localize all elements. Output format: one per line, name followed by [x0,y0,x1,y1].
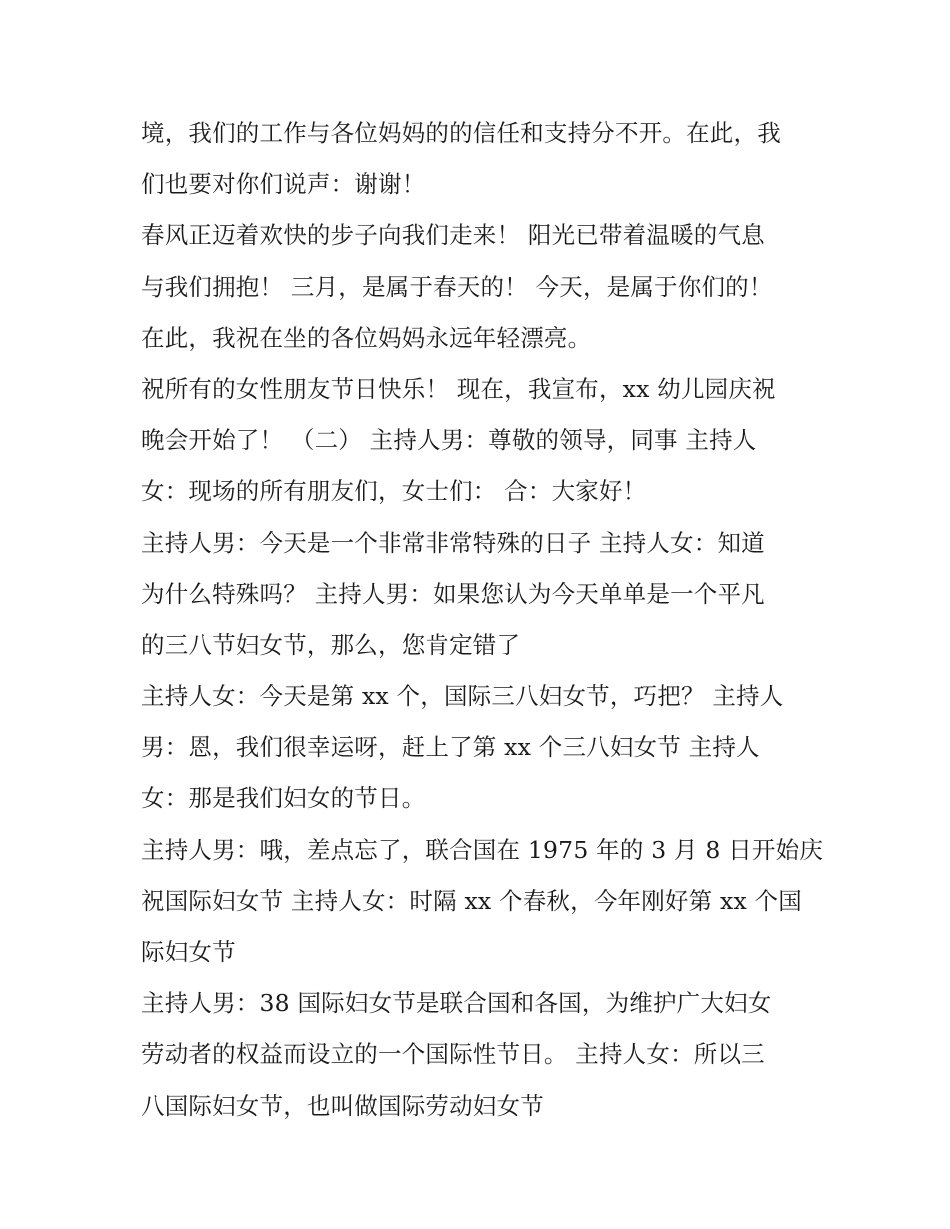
text-line: 劳动者的权益而设立的一个国际性节日。 主持人女：所以三 [141,1040,765,1069]
text-line: 祝国际妇女节 主持人女：时隔 xx 个春秋，今年刚好第 xx 个国 [141,886,802,915]
text-line: 八国际妇女节，也叫做国际劳动妇女节 [141,1091,544,1120]
text-line: 晚会开始了！ （二） 主持人男：尊敬的领导，同事 主持人 [141,426,757,455]
text-line: 们也要对你们说声：谢谢！ [141,170,426,199]
text-line: 与我们拥抱！ 三月，是属于春天的！ 今天，是属于你们的！ [141,272,773,301]
text-line: 祝所有的女性朋友节日快乐！ 现在，我宣布，xx 幼儿园庆祝 [141,374,776,403]
text-line: 主持人男：哦，差点忘了，联合国在 1975 年的 3 月 8 日开始庆 [141,835,824,864]
text-line: 女：那是我们妇女的节日。 [141,784,426,813]
text-line: 主持人男：38 国际妇女节是联合国和各国，为维护广大妇女 [141,989,772,1018]
text-line: 主持人男：今天是一个非常非常特殊的日子 主持人女：知道 [141,528,765,557]
text-line: 为什么特殊吗？ 主持人男：如果您认为今天单单是一个平凡 [141,579,765,608]
text-line: 的三八节妇女节，那么，您肯定错了 [141,630,521,659]
text-line: 主持人女：今天是第 xx 个，国际三八妇女节，巧把？ 主持人 [141,682,784,711]
text-line: 在此，我祝在坐的各位妈妈永远年轻漂亮。 [141,323,592,352]
text-line: 际妇女节 [141,938,236,966]
text-line: 男：恩，我们很幸运呀，赶上了第 xx 个三八妇女节 主持人 [141,733,760,762]
text-line: 境，我们的工作与各位妈妈的的信任和支持分不开。在此，我 [141,119,781,147]
text-line: 女：现场的所有朋友们，女士们： 合：大家好！ [141,477,647,506]
body-text [141,108,824,1132]
text-line: 春风正迈着欢快的步子向我们走来！ 阳光已带着温暖的气息 [141,221,765,250]
